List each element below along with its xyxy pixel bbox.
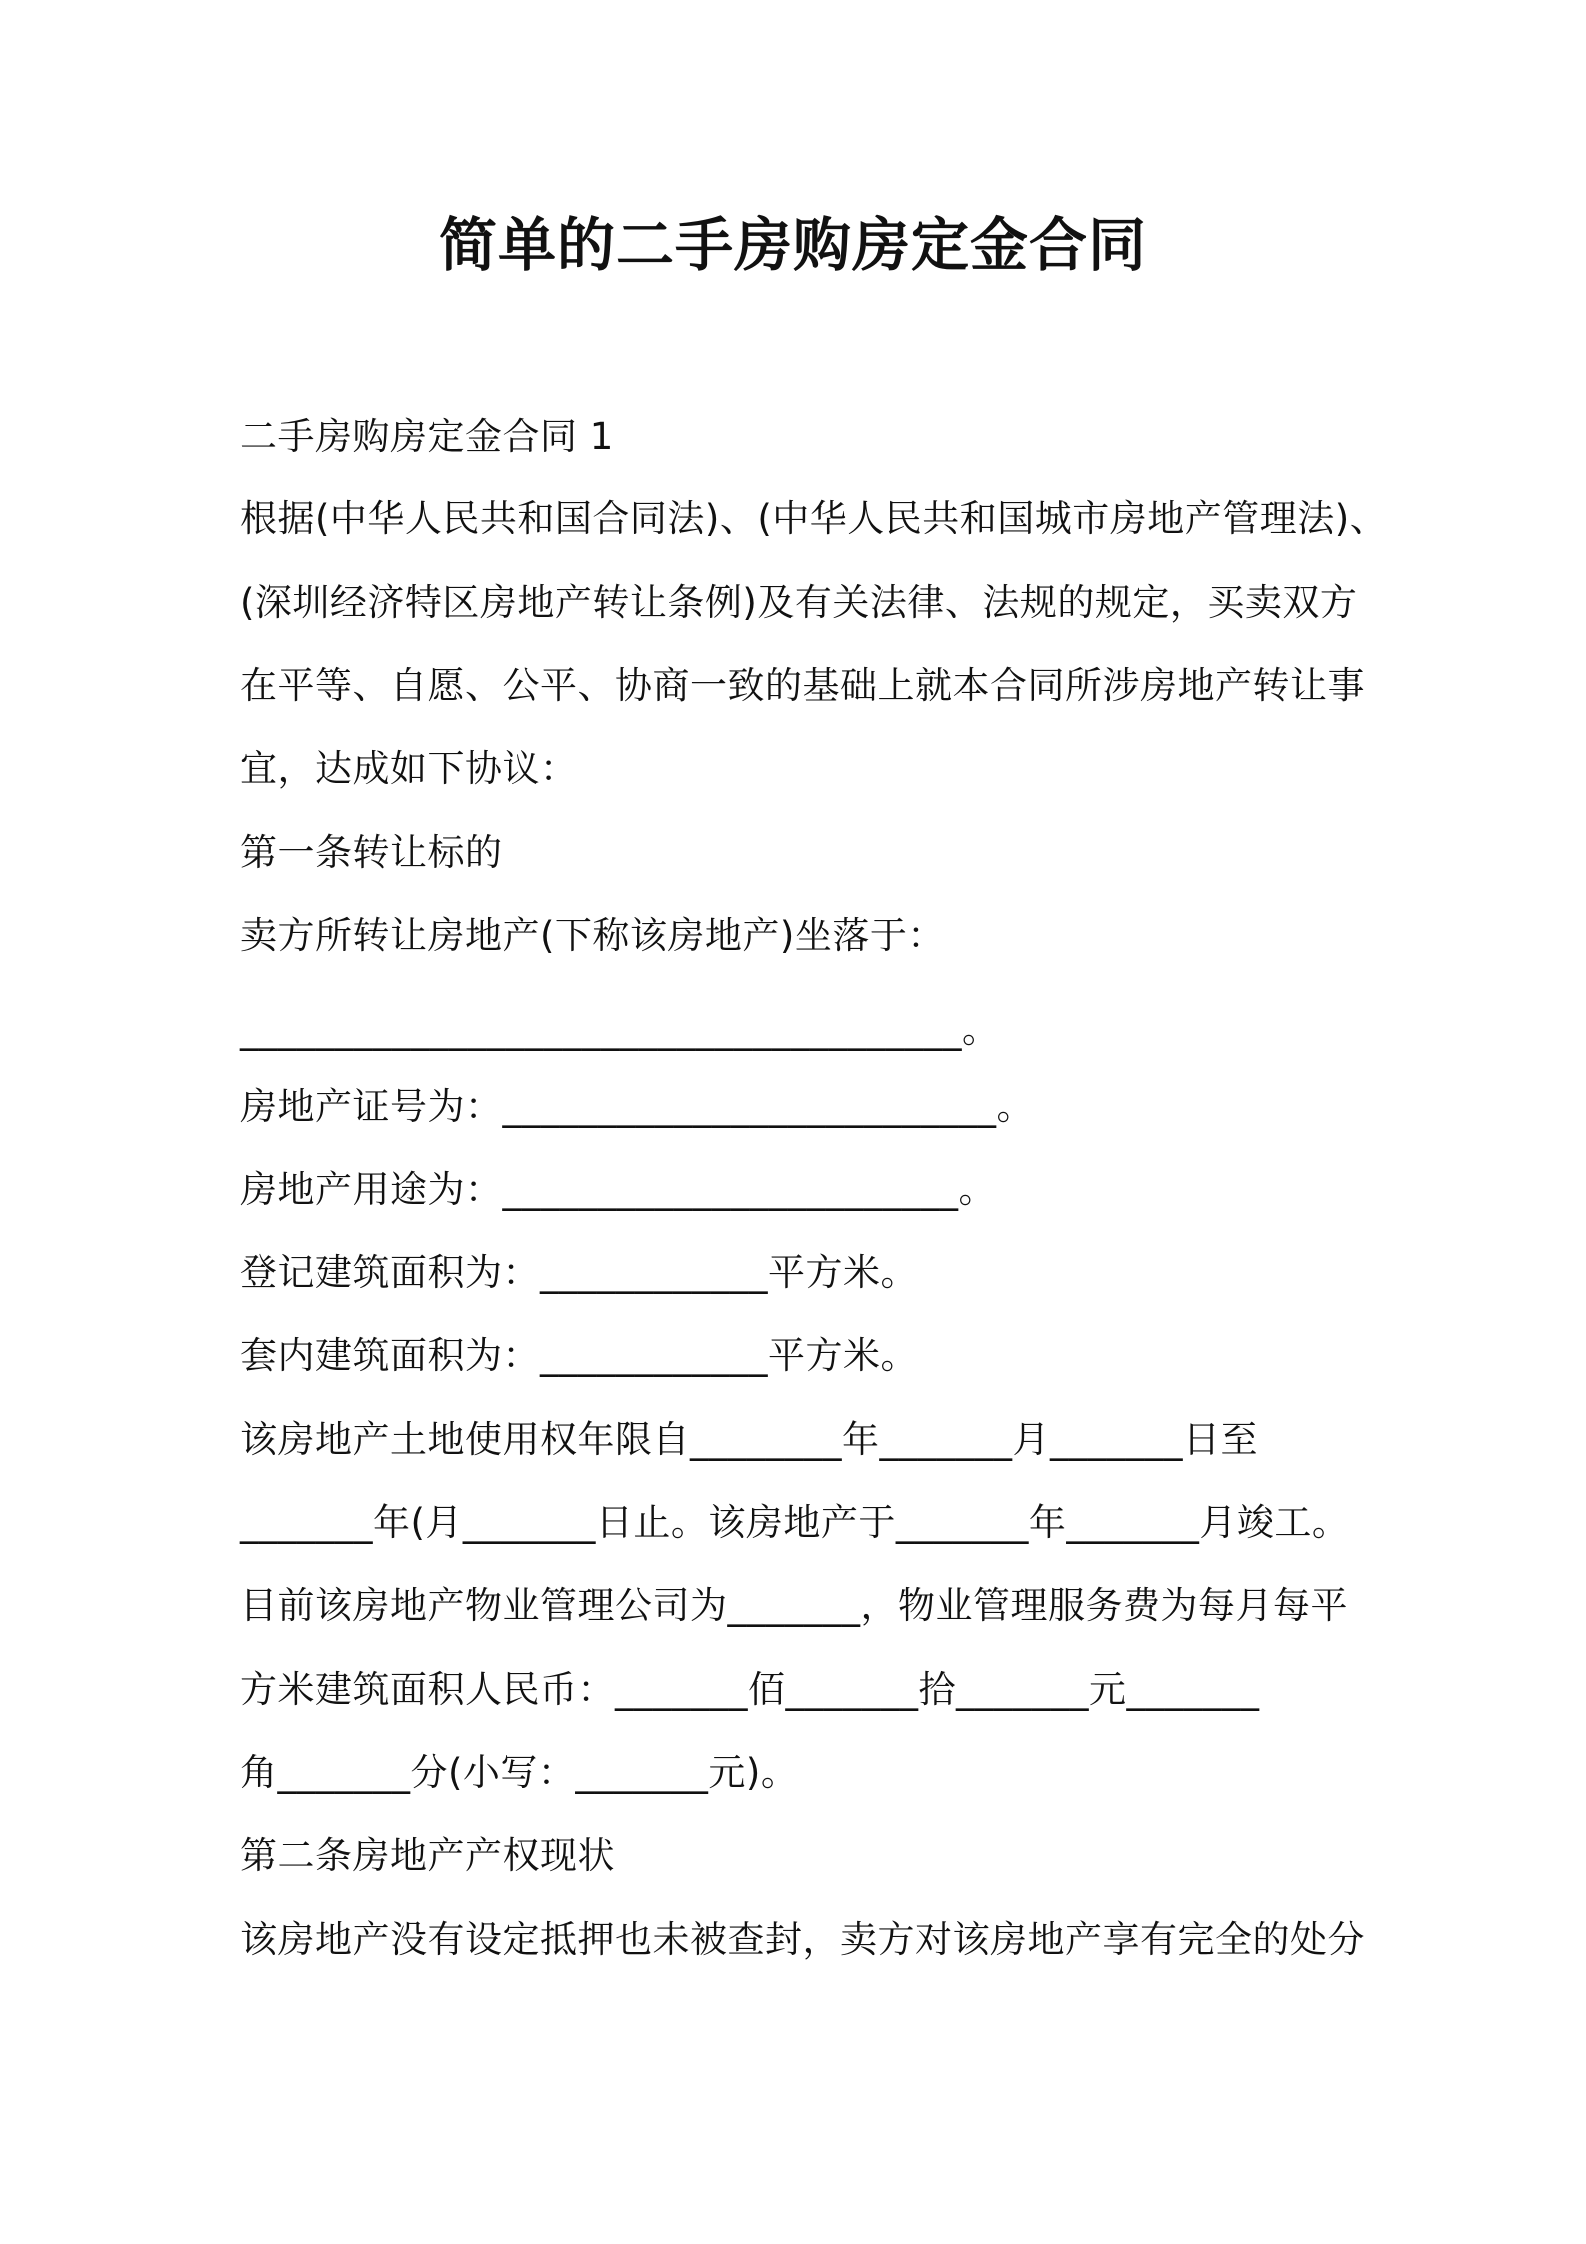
paragraph-line: 套内建筑面积为：____________平方米。 bbox=[240, 1334, 918, 1377]
paragraph-line: 宜，达成如下协议： bbox=[240, 747, 578, 790]
paragraph-line: 该房地产没有设定抵押也未被查封，卖方对该房地产享有完全的处分 bbox=[240, 1918, 1365, 1961]
paragraph-line: 角_______分(小写：_______元)。 bbox=[240, 1751, 799, 1794]
paragraph-line: (深圳经济特区房地产转让条例)及有关法律、法规的规定，买卖双方 bbox=[240, 581, 1358, 624]
paragraph-line: 房地产证号为：__________________________。 bbox=[240, 1085, 1034, 1128]
paragraph-line: 房地产用途为：________________________。 bbox=[240, 1168, 996, 1211]
paragraph-line: 目前该房地产物业管理公司为_______，物业管理服务费为每月每平 bbox=[240, 1584, 1348, 1627]
paragraph-line: 该房地产土地使用权年限自________年_______月_______日至 bbox=[240, 1418, 1258, 1461]
paragraph-line: 在平等、自愿、公平、协商一致的基础上就本合同所涉房地产转让事 bbox=[240, 664, 1365, 707]
document-title: 简单的二手房购房定金合同 bbox=[438, 211, 1147, 279]
paragraph-line: 登记建筑面积为：____________平方米。 bbox=[240, 1251, 918, 1294]
section-heading: 二手房购房定金合同 1 bbox=[240, 415, 614, 458]
article-heading: 第二条房地产产权现状 bbox=[240, 1834, 615, 1877]
paragraph-line: _______年(月_______日止。该房地产于_______年_______月竣工。 bbox=[240, 1501, 1350, 1544]
blank-fill-line: ______________________________________。 bbox=[240, 1008, 1000, 1051]
paragraph-line: 方米建筑面积人民币：_______佰_______拾_______元_______ bbox=[240, 1668, 1260, 1711]
article-heading: 第一条转让标的 bbox=[240, 831, 503, 874]
paragraph-line: 根据(中华人民共和国合同法)、(中华人民共和国城市房地产管理法)、 bbox=[240, 497, 1388, 540]
paragraph-line: 卖方所转让房地产(下称该房地产)坐落于： bbox=[240, 914, 945, 957]
